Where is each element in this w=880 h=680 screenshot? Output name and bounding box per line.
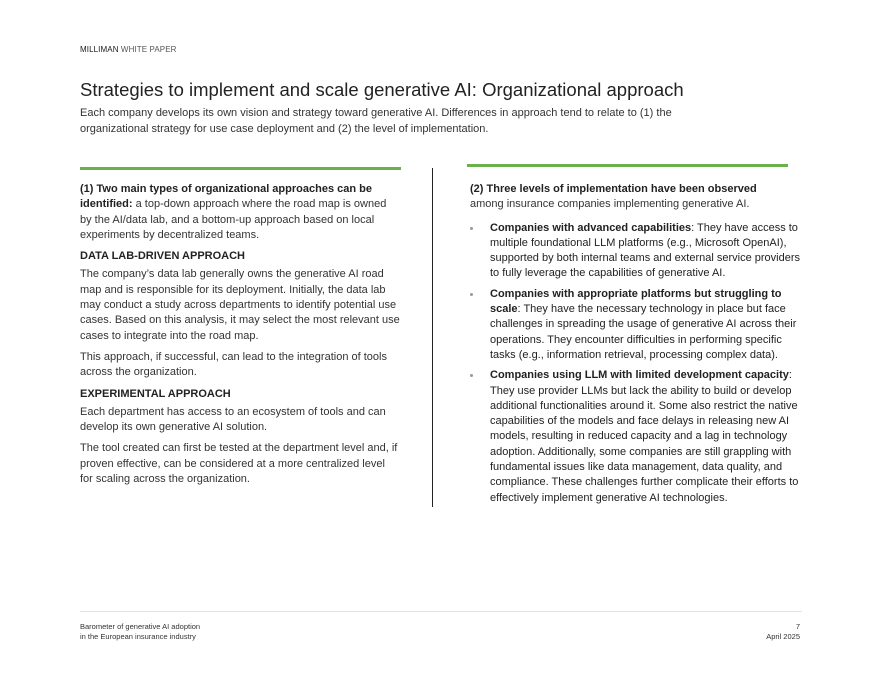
publication-date: April 2025 bbox=[766, 631, 800, 641]
page-number: 7 bbox=[795, 622, 800, 631]
footer-title-line-1: Barometer of generative AI adoption bbox=[80, 622, 201, 631]
list-item bbox=[470, 368, 800, 506]
list-item-title: Companies with advanced capabilities bbox=[490, 221, 692, 234]
list-item-text: : They use provider LLMs but lack the ability to build or develop additional functionalities around it. Some also restrict the native capabilities of the models and face delays in releasing new AI models, resulting in reduced capacity and a lag in technology adoption. Additionally, some companies are still grappling with fundamental issues like data management, data quality, and compliance. These challenges further complicate their efforts to effectively implement generative AI technologies. bbox=[490, 369, 799, 504]
list-item-text: : They have the necessary technology in place but face challenges in spreading the usage of generative AI across their operations. They encounter difficulties in performing specific tasks (e.g., information retrieval, processing complex data). bbox=[490, 303, 797, 361]
experimental-paragraph-2: The tool created can first be tested at the department level and, if proven effective, can be considered at a more centralized level for scaling across the organization. bbox=[80, 442, 398, 486]
bullet-icon bbox=[470, 374, 473, 377]
running-header bbox=[80, 45, 177, 54]
implementation-levels-list bbox=[470, 221, 800, 506]
list-item-text: : They have access to multiple foundational LLM platforms (e.g., Microsoft OpenAI), supported by both internal teams and external service providers to fully leverage the capabilities of generative AI. bbox=[490, 221, 801, 280]
column-divider bbox=[432, 168, 433, 507]
right-accent-bar bbox=[467, 164, 788, 167]
page-title: Strategies to implement and scale generative AI: Organizational approach bbox=[80, 79, 684, 100]
experimental-paragraph-1: Each department has access to an ecosystem of tools and can develop its own generative AI solution. bbox=[80, 405, 386, 434]
footer-title-line-2: in the European insurance industry bbox=[80, 631, 196, 641]
footer-publication-title bbox=[80, 622, 200, 641]
right-column bbox=[470, 182, 800, 511]
data-lab-paragraph-2: This approach, if successful, can lead to the integration of tools across the organization. bbox=[80, 350, 387, 379]
footer-page-info bbox=[766, 622, 800, 641]
footer-rule bbox=[80, 611, 802, 612]
right-lead-bold: (2) Three levels of implementation have been observed bbox=[470, 183, 757, 195]
list-item bbox=[470, 287, 800, 363]
list-item bbox=[470, 221, 800, 282]
left-lead-paragraph bbox=[80, 182, 400, 243]
right-lead-paragraph bbox=[470, 182, 800, 213]
left-lead-text: a top-down approach where the road map is owned by the AI/data lab, and a bottom-up approach based on local experiments by decentralized teams. bbox=[80, 198, 387, 241]
left-lead-bold: (1) Two main types of organizational approaches can be identified: bbox=[80, 183, 372, 211]
document-type: WHITE PAPER bbox=[120, 45, 177, 54]
left-column bbox=[80, 182, 400, 493]
bullet-icon bbox=[470, 293, 473, 296]
intro-paragraph: Each company develops its own vision and strategy toward generative AI. Differences in approach tend to relate to (1) the organizational strategy for use case deployment and (2) the level of implementation. bbox=[80, 107, 672, 135]
left-accent-bar bbox=[80, 167, 401, 170]
brand-name: MILLIMAN bbox=[80, 45, 119, 54]
bullet-icon bbox=[470, 227, 473, 230]
section-heading-experimental: EXPERIMENTAL APPROACH bbox=[80, 387, 231, 400]
list-item-title: Companies with appropriate platforms but struggling to scale bbox=[490, 287, 782, 316]
data-lab-paragraph-1: The company’s data lab generally owns the generative AI road map and is responsible for its deployment. Initially, the data lab may conduct a study across departments to identify potential use cases. Based on this analysis, it may select the most relevant use cases to integrate into the road map. bbox=[80, 268, 400, 342]
right-lead-text: among insurance companies implementing generative AI. bbox=[470, 198, 750, 211]
section-heading-data-lab: DATA LAB-DRIVEN APPROACH bbox=[80, 250, 245, 263]
list-item-title: Companies using LLM with limited development capacity bbox=[490, 369, 789, 382]
